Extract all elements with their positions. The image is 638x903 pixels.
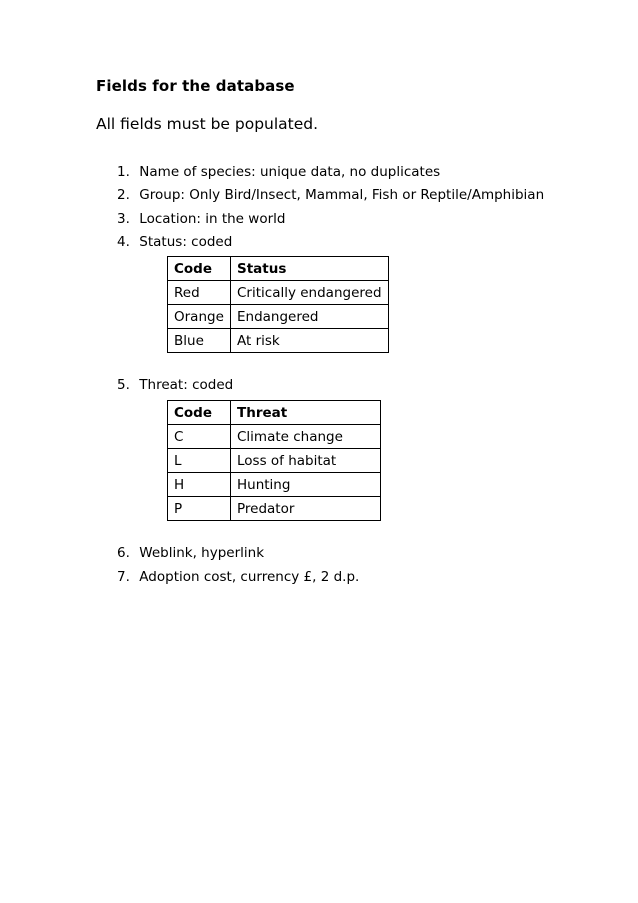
table-row — [168, 473, 381, 497]
intro-text: All fields must be populated. — [96, 115, 319, 133]
list-number: 7. — [117, 569, 130, 585]
threat-code-table — [167, 400, 381, 521]
table-row — [168, 305, 389, 329]
table-cell: Loss of habitat — [231, 449, 381, 473]
column-header-code: Code — [168, 257, 231, 281]
list-item — [117, 545, 264, 561]
table-cell: Critically endangered — [231, 281, 389, 305]
list-number: 1. — [117, 164, 130, 180]
list-text: Weblink, hyperlink — [139, 545, 265, 561]
list-item — [117, 187, 544, 203]
column-header-status: Status — [231, 257, 389, 281]
list-item — [117, 377, 233, 393]
list-item — [117, 569, 359, 585]
table-cell: L — [168, 449, 231, 473]
list-number: 5. — [117, 377, 130, 393]
table-cell: Endangered — [231, 305, 389, 329]
table-cell: Orange — [168, 305, 231, 329]
status-code-table — [167, 256, 389, 353]
list-text: Threat: coded — [139, 377, 234, 393]
table-header-row — [168, 401, 381, 425]
table-cell: C — [168, 425, 231, 449]
list-item — [117, 234, 232, 250]
list-number: 6. — [117, 545, 130, 561]
table-row — [168, 281, 389, 305]
table-header-row — [168, 257, 389, 281]
list-item — [117, 211, 285, 227]
list-text: Group: Only Bird/Insect, Mammal, Fish or Reptile/Amphibian — [139, 187, 545, 203]
table-cell: P — [168, 497, 231, 521]
list-item — [117, 164, 440, 180]
table-cell: Climate change — [231, 425, 381, 449]
table-cell: At risk — [231, 329, 389, 353]
table-cell: Red — [168, 281, 231, 305]
column-header-threat: Threat — [231, 401, 381, 425]
list-text: Status: coded — [139, 234, 233, 250]
table-row — [168, 425, 381, 449]
list-text: Adoption cost, currency £, 2 d.p. — [139, 569, 360, 585]
table-cell: Blue — [168, 329, 231, 353]
list-number: 4. — [117, 234, 130, 250]
table-cell: Hunting — [231, 473, 381, 497]
list-number: 2. — [117, 187, 130, 203]
document-heading: Fields for the database — [96, 77, 295, 95]
table-row — [168, 497, 381, 521]
table-row — [168, 449, 381, 473]
list-number: 3. — [117, 211, 130, 227]
list-text: Location: in the world — [139, 211, 286, 227]
table-row — [168, 329, 389, 353]
column-header-code: Code — [168, 401, 231, 425]
table-cell: H — [168, 473, 231, 497]
table-cell: Predator — [231, 497, 381, 521]
list-text: Name of species: unique data, no duplicates — [139, 164, 441, 180]
